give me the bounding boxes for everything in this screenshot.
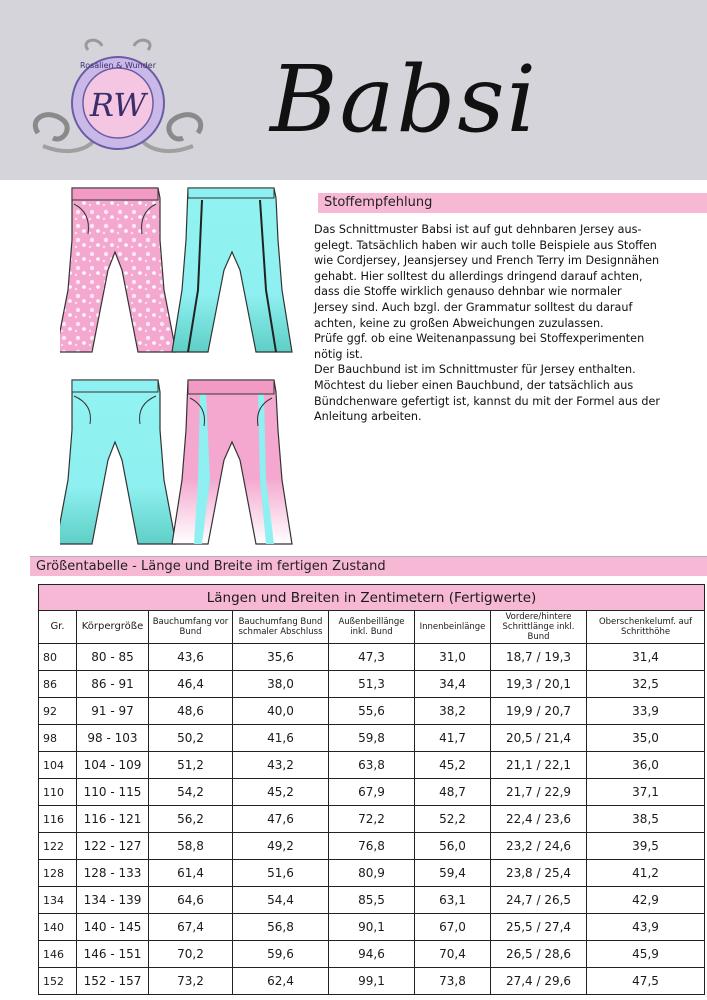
table-cell: 152 [39, 968, 77, 995]
table-cell: 80,9 [329, 860, 415, 887]
column-header: Bauchumfang vor Bund [149, 611, 233, 644]
table-cell: 33,9 [587, 698, 705, 725]
table-cell: 21,1 / 22,1 [491, 752, 587, 779]
table-cell: 98 - 103 [77, 725, 149, 752]
table-cell: 94,6 [329, 941, 415, 968]
table-cell: 18,7 / 19,3 [491, 644, 587, 671]
table-caption: Längen und Breiten in Zentimetern (Fertigwerte) [39, 585, 705, 611]
table-row [39, 752, 705, 779]
table-cell: 80 - 85 [77, 644, 149, 671]
table-cell: 51,2 [149, 752, 233, 779]
table-row [39, 968, 705, 995]
table-cell: 134 [39, 887, 77, 914]
desc-line: achten, keine zu großen Abweichungen zuzulassen. [314, 316, 604, 330]
desc-line: Das Schnittmuster Babsi ist auf gut dehnbaren Jersey aus- [314, 223, 642, 236]
table-cell: 21,7 / 22,9 [491, 779, 587, 806]
table-row [39, 914, 705, 941]
table-cell: 38,2 [415, 698, 491, 725]
size-table [38, 584, 705, 995]
table-cell: 122 [39, 833, 77, 860]
desc-line: Jersey sind. Auch bzgl. der Grammatur solltest du darauf [314, 300, 633, 314]
table-cell: 98 [39, 725, 77, 752]
desc-line: Anleitung arbeiten. [314, 410, 422, 424]
table-cell: 91 - 97 [77, 698, 149, 725]
desc-line: nötig ist. [314, 347, 363, 361]
table-cell: 55,6 [329, 698, 415, 725]
table-cell: 64,6 [149, 887, 233, 914]
desc-line: Der Bauchbund ist im Schnittmuster für Jersey enthalten. [314, 363, 636, 377]
table-row [39, 698, 705, 725]
table-cell: 146 - 151 [77, 941, 149, 968]
table-cell: 59,8 [329, 725, 415, 752]
table-cell: 73,8 [415, 968, 491, 995]
table-cell: 85,5 [329, 887, 415, 914]
desc-line: Möchtest du lieber einen Bauchbund, der tatsächlich aus [314, 378, 634, 392]
table-cell: 45,2 [415, 752, 491, 779]
table-cell: 128 [39, 860, 77, 887]
table-cell: 37,1 [587, 779, 705, 806]
table-cell: 59,6 [233, 941, 329, 968]
logo-initials: RW [89, 86, 147, 124]
table-cell: 36,0 [587, 752, 705, 779]
table-cell: 72,2 [329, 806, 415, 833]
pants-illustrations [60, 180, 300, 560]
column-header: Innenbeinlänge [415, 611, 491, 644]
table-cell: 34,4 [415, 671, 491, 698]
table-cell: 86 - 91 [77, 671, 149, 698]
table-cell: 67,0 [415, 914, 491, 941]
column-header: Körpergröße [77, 611, 149, 644]
table-cell: 70,2 [149, 941, 233, 968]
desc-line: Prüfe ggf. ob eine Weitenanpassung bei Stoffexperimenten [314, 332, 645, 346]
table-cell: 73,2 [149, 968, 233, 995]
table-cell: 47,3 [329, 644, 415, 671]
column-header: Bauchumfang Bund schmaler Abschluss [233, 611, 329, 644]
table-cell: 51,3 [329, 671, 415, 698]
table-row [39, 644, 705, 671]
table-cell: 43,6 [149, 644, 233, 671]
table-cell: 146 [39, 941, 77, 968]
size-section-title: Größentabelle - Länge und Breite im fertigen Zustand [36, 559, 386, 574]
table-cell: 23,2 / 24,6 [491, 833, 587, 860]
table-row [39, 860, 705, 887]
fabric-section-title: Stoffempfehlung [324, 195, 433, 210]
table-cell: 86 [39, 671, 77, 698]
column-header: Gr. [39, 611, 77, 644]
pants-cyan-pockets [60, 380, 176, 544]
pants-cyan-seams [172, 188, 292, 352]
table-cell: 63,1 [415, 887, 491, 914]
table-cell: 140 [39, 914, 77, 941]
table-cell: 23,8 / 25,4 [491, 860, 587, 887]
table-cell: 49,2 [233, 833, 329, 860]
table-cell: 140 - 145 [77, 914, 149, 941]
table-row [39, 671, 705, 698]
table-cell: 39,5 [587, 833, 705, 860]
table-cell: 51,6 [233, 860, 329, 887]
table-cell: 46,4 [149, 671, 233, 698]
table-cell: 43,9 [587, 914, 705, 941]
table-cell: 47,6 [233, 806, 329, 833]
table-cell: 152 - 157 [77, 968, 149, 995]
table-cell: 104 - 109 [77, 752, 149, 779]
table-cell: 19,3 / 20,1 [491, 671, 587, 698]
table-cell: 61,4 [149, 860, 233, 887]
table-cell: 48,7 [415, 779, 491, 806]
table-cell: 116 [39, 806, 77, 833]
desc-line: wie Cordjersey, Jeansjersey und French Terry im Designnähen [314, 254, 660, 268]
pattern-title: Babsi [270, 46, 538, 153]
table-cell: 19,9 / 20,7 [491, 698, 587, 725]
desc-line: dass die Stoffe wirklich genauso dehnbar wie normaler [314, 285, 622, 299]
table-cell: 104 [39, 752, 77, 779]
table-cell: 41,6 [233, 725, 329, 752]
table-row [39, 725, 705, 752]
table-cell: 67,4 [149, 914, 233, 941]
table-cell: 76,8 [329, 833, 415, 860]
table-cell: 59,4 [415, 860, 491, 887]
fabric-description [314, 222, 694, 425]
table-cell: 26,5 / 28,6 [491, 941, 587, 968]
table-cell: 99,1 [329, 968, 415, 995]
table-row [39, 941, 705, 968]
table-cell: 52,2 [415, 806, 491, 833]
table-cell: 25,5 / 27,4 [491, 914, 587, 941]
table-cell: 20,5 / 21,4 [491, 725, 587, 752]
table-cell: 31,4 [587, 644, 705, 671]
table-cell: 48,6 [149, 698, 233, 725]
pants-floral [60, 188, 176, 352]
table-cell: 35,0 [587, 725, 705, 752]
column-header: Vordere/hintere Schrittlänge inkl. Bund [491, 611, 587, 644]
table-cell: 56,0 [415, 833, 491, 860]
table-row [39, 833, 705, 860]
table-cell: 62,4 [233, 968, 329, 995]
table-cell: 27,4 / 29,6 [491, 968, 587, 995]
pants-pink-panel [172, 380, 292, 544]
table-cell: 134 - 139 [77, 887, 149, 914]
table-cell: 56,8 [233, 914, 329, 941]
table-cell: 50,2 [149, 725, 233, 752]
table-cell: 22,4 / 23,6 [491, 806, 587, 833]
column-header: Oberschenkelumf. auf Schritthöhe [587, 611, 705, 644]
table-cell: 67,9 [329, 779, 415, 806]
table-row [39, 779, 705, 806]
table-cell: 54,4 [233, 887, 329, 914]
desc-line: Bündchenware gefertigt ist, kannst du mit der Formel aus der [314, 394, 660, 408]
fabric-section-bar [318, 193, 707, 213]
size-table-container [38, 584, 704, 995]
table-cell: 45,9 [587, 941, 705, 968]
table-cell: 58,8 [149, 833, 233, 860]
table-cell: 41,7 [415, 725, 491, 752]
table-cell: 45,2 [233, 779, 329, 806]
table-cell: 35,6 [233, 644, 329, 671]
table-cell: 31,0 [415, 644, 491, 671]
table-cell: 47,5 [587, 968, 705, 995]
column-header: Außenbeillänge inkl. Bund [329, 611, 415, 644]
table-cell: 92 [39, 698, 77, 725]
table-cell: 38,5 [587, 806, 705, 833]
header-banner [0, 0, 707, 180]
table-cell: 40,0 [233, 698, 329, 725]
table-cell: 43,2 [233, 752, 329, 779]
desc-line: gehabt. Hier solltest du allerdings dringend darauf achten, [314, 269, 643, 283]
table-cell: 63,8 [329, 752, 415, 779]
table-cell: 122 - 127 [77, 833, 149, 860]
table-cell: 116 - 121 [77, 806, 149, 833]
desc-line: gelegt. Tatsächlich haben wir auch tolle Beispiele aus Stoffen [314, 238, 657, 252]
table-cell: 41,2 [587, 860, 705, 887]
table-cell: 42,9 [587, 887, 705, 914]
table-cell: 128 - 133 [77, 860, 149, 887]
table-cell: 70,4 [415, 941, 491, 968]
table-cell: 90,1 [329, 914, 415, 941]
brand-logo [18, 38, 218, 173]
table-cell: 38,0 [233, 671, 329, 698]
logo-ring-text: Rosalien & Wunder [80, 61, 156, 70]
table-cell: 24,7 / 26,5 [491, 887, 587, 914]
size-section-bar [30, 556, 707, 576]
table-cell: 110 [39, 779, 77, 806]
table-cell: 80 [39, 644, 77, 671]
table-row [39, 887, 705, 914]
table-cell: 56,2 [149, 806, 233, 833]
table-row [39, 806, 705, 833]
table-cell: 32,5 [587, 671, 705, 698]
table-cell: 54,2 [149, 779, 233, 806]
table-cell: 110 - 115 [77, 779, 149, 806]
